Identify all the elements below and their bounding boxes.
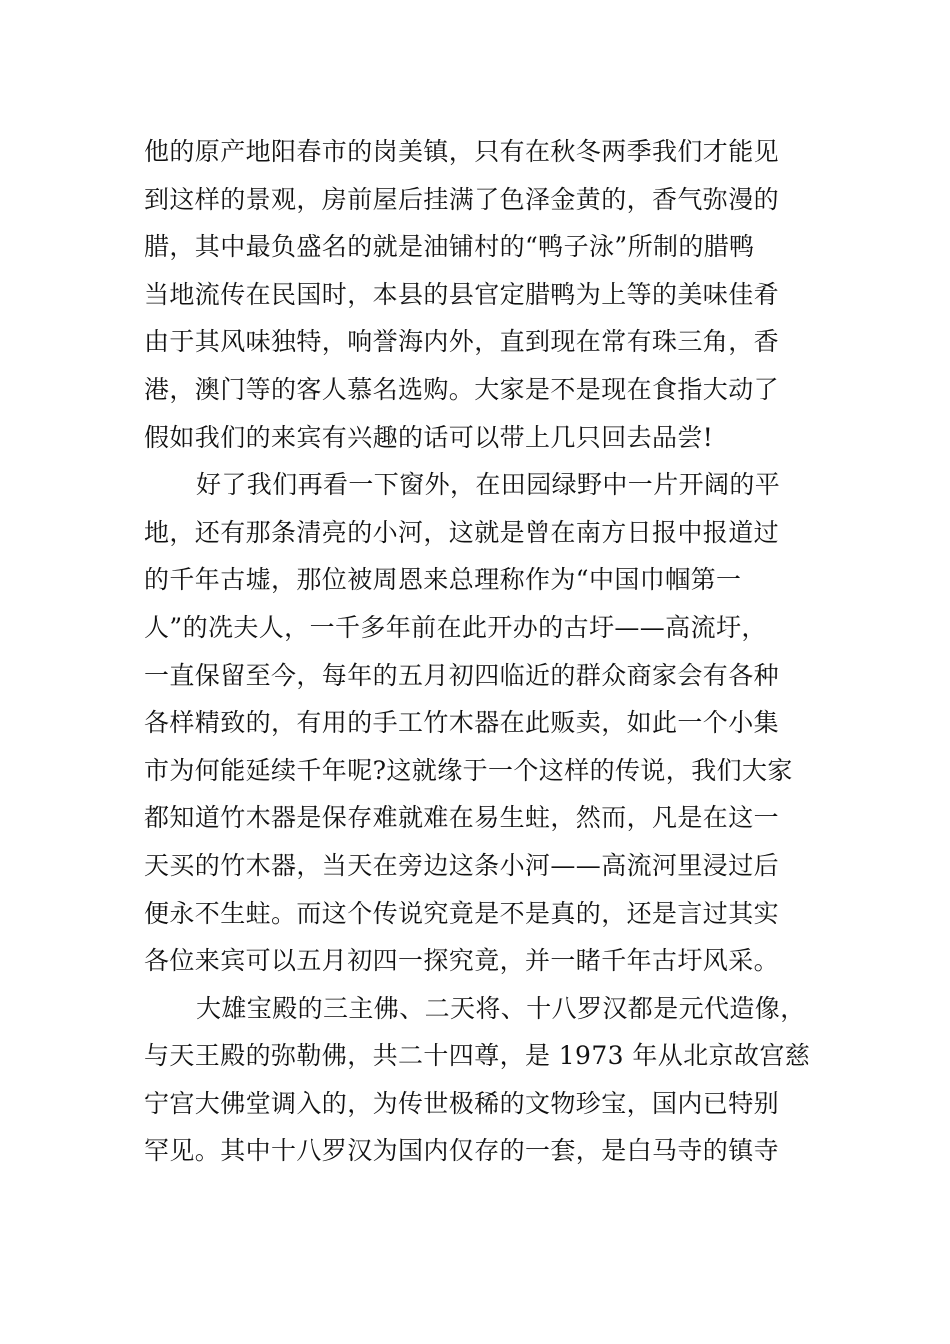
text-line: 各位来宾可以五月初四一探究竟，并一睹千年古圩风采。 <box>144 946 780 976</box>
document-body-text <box>144 128 824 1175</box>
text-line: 各样精致的，有用的手工竹木器在此贩卖，如此一个小集 <box>144 708 780 738</box>
text-line: 他的原产地阳春市的岗美镇，只有在秋冬两季我们才能见 <box>144 137 780 166</box>
text-line: 市为何能延续千年呢?这就缘于一个这样的传说，我们大家 <box>144 755 793 785</box>
text-line: 宁宫大佛堂调入的，为传世极稀的文物珍宝，国内已特别 <box>144 1088 780 1118</box>
text-line: 好了我们再看一下窗外，在田园绿野中一片开阔的平 <box>196 470 781 500</box>
text-line: 天买的竹木器，当天在旁边这条小河——高流河里浸过后 <box>144 850 780 880</box>
text-line: 与天王殿的弥勒佛，共二十四尊，是 1973 年从北京故宫慈 <box>144 1041 811 1071</box>
text-line: 罕见。其中十八罗汉为国内仅存的一套，是白马寺的镇寺 <box>144 1136 780 1166</box>
text-line: 腊，其中最负盛名的就是油铺村的“鸭子泳”所制的腊鸭 <box>144 232 755 262</box>
text-line: 都知道竹木器是保存难就难在易生蛀，然而，凡是在这一 <box>144 803 780 833</box>
text-line: 由于其风味独特，响誉海内外，直到现在常有珠三角，香 <box>144 327 780 357</box>
text-line: 一直保留至今，每年的五月初四临近的群众商家会有各种 <box>144 660 780 690</box>
text-line: 大雄宝殿的三主佛、二天将、十八罗汉都是元代造像， <box>196 993 806 1023</box>
text-line: 假如我们的来宾有兴趣的话可以带上几只回去品尝! <box>144 422 714 452</box>
text-line: 人”的冼夫人，一千多年前在此开办的古圩——高流圩， <box>144 612 767 642</box>
text-line: 地，还有那条清亮的小河，这就是曾在南方日报中报道过 <box>144 517 780 547</box>
text-line: 的千年古墟，那位被周恩来总理称作为“中国巾帼第一 <box>144 565 742 595</box>
text-line: 到这样的景观，房前屋后挂满了色泽金黄的，香气弥漫的 <box>144 184 780 214</box>
text-line: 当地流传在民国时，本县的县官定腊鸭为上等的美味佳肴 <box>144 279 780 309</box>
text-line: 港，澳门等的客人慕名选购。大家是不是现在食指大动了 <box>144 374 780 404</box>
text-line: 便永不生蛀。而这个传说究竟是不是真的，还是言过其实 <box>144 898 780 928</box>
